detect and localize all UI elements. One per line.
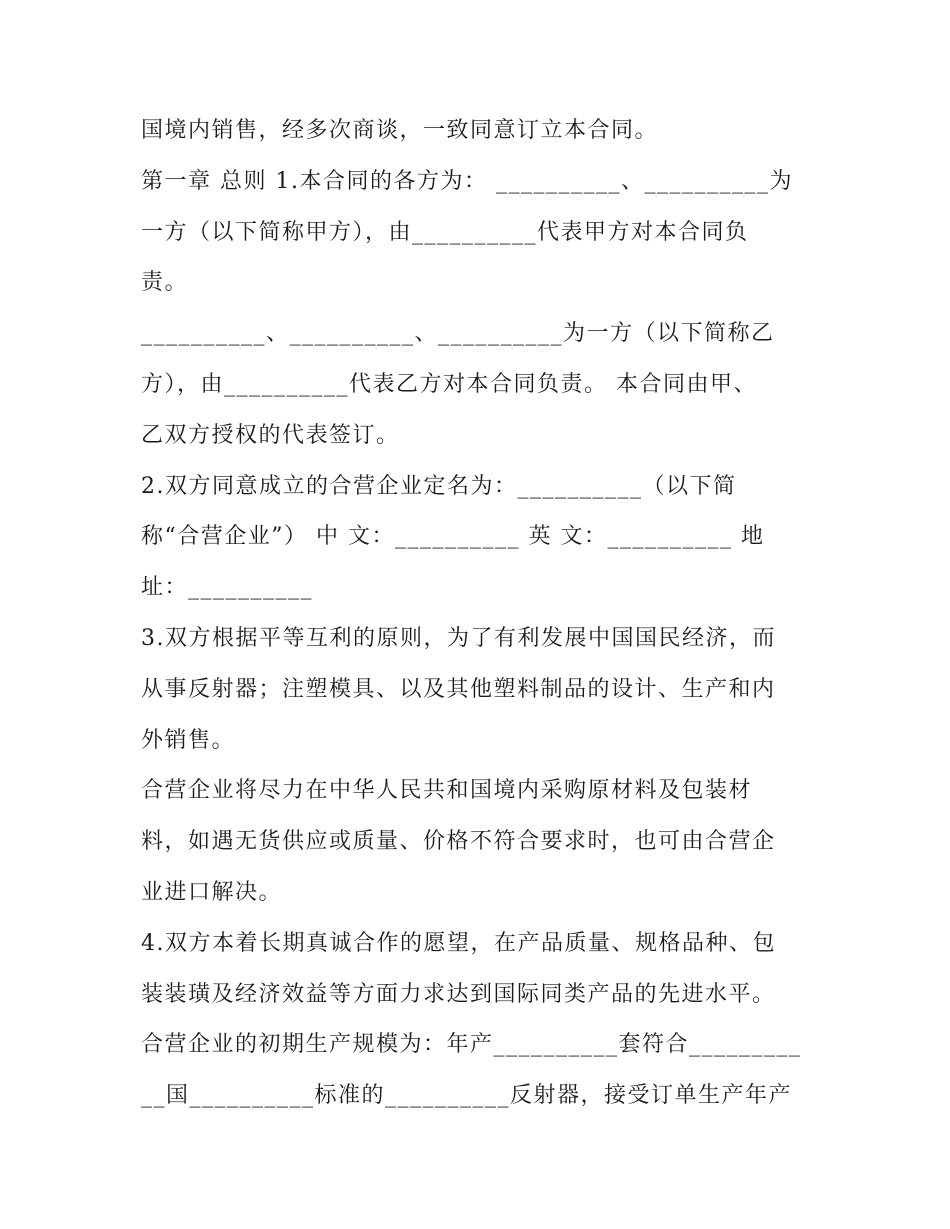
text-line: 外销售。 [141, 727, 236, 753]
text-line: 乙双方授权的代表签订。 [141, 422, 400, 448]
contract-body [141, 106, 821, 1122]
text-line: 方），由__________代表乙方对本合同负责。 本合同由甲、 [141, 371, 757, 397]
text-line: 从事反射器；注塑模具、以及其他塑料制品的设计、生产和内 [141, 676, 776, 702]
text-line: 3.双方根据平等互利的原则，为了有利发展中国国民经济，而 [141, 625, 776, 651]
text-line: 一方（以下简称甲方），由__________代表甲方对本合同负 [141, 219, 749, 245]
text-line: 责。 [141, 270, 189, 296]
text-line: 址：__________ [141, 575, 314, 601]
text-line: 称“合营企业”） 中 文：__________ 英 文：__________ 地 [141, 524, 765, 550]
text-line: 合营企业的初期生产规模为：年产__________套符合_________ [141, 1032, 802, 1058]
text-line: 4.双方本着长期真诚合作的愿望，在产品质量、规格品种、包 [141, 930, 776, 956]
text-line: 第一章 总则 1.本合同的各方为： __________、__________为 [141, 168, 793, 194]
text-line: 2.双方同意成立的合营企业定名为：__________（以下简 [141, 473, 737, 499]
text-line: 装装璜及经济效益等方面力求达到国际同类产品的先进水平。 [141, 981, 776, 1007]
text-line: 合营企业将尽力在中华人民共和国境内采购原材料及包装材 [141, 778, 753, 804]
text-line: __国__________标准的__________反射器，接受订单生产年产 [141, 1083, 793, 1109]
text-line: __________、__________、__________为一方（以下简称乙 [141, 321, 775, 347]
text-line: 国境内销售，经多次商谈，一致同意订立本合同。 [141, 118, 659, 143]
text-line: 业进口解决。 [141, 879, 283, 905]
text-line: 料，如遇无货供应或质量、价格不符合要求时，也可由合营企 [141, 829, 776, 855]
